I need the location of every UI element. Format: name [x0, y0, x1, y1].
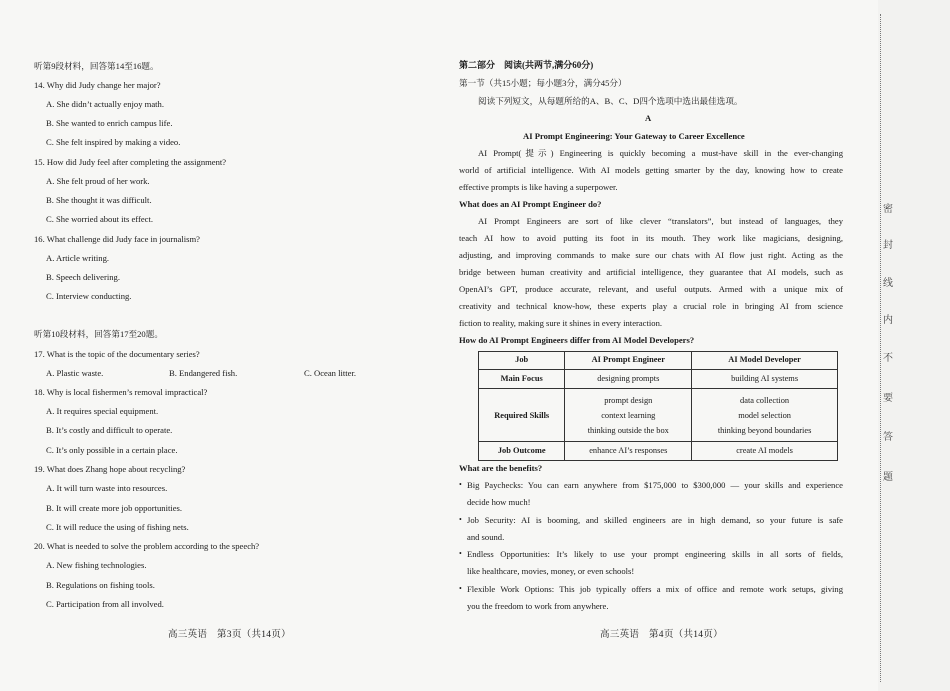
table-cell — [565, 389, 692, 442]
benefit-3-line-1: Endless Opportunities: It’s likely to use your prompt engineering skills in all sorts of fields, — [467, 549, 843, 559]
q14-option-a: A. She didn’t actually enjoy math. — [46, 99, 164, 109]
question-15: 15. How did Judy feel after completing the assignment? — [34, 157, 227, 167]
heading-what-do: What does an AI Prompt Engineer do? — [459, 199, 602, 209]
p1-line-1: AI Prompt(提示) Engineering is quickly becoming a must-have skill in the ever-changing — [478, 148, 843, 158]
section-9-heading: 听第9段材料，回答第14至16题。 — [34, 61, 159, 71]
table-row — [479, 442, 838, 461]
comparison-table — [478, 351, 838, 461]
table-cell: Main Focus — [479, 370, 565, 389]
table-row — [479, 370, 838, 389]
q18-option-b: B. It’s costly and difficult to operate. — [46, 425, 173, 435]
table-row — [479, 389, 838, 442]
q16-option-c: C. Interview conducting. — [46, 291, 132, 301]
question-19: 19. What does Zhang hope about recycling? — [34, 464, 186, 474]
bullet-icon: • — [459, 480, 462, 489]
p1-line-3: effective prompts is like having a superpower. — [459, 182, 618, 192]
bullet-icon: • — [459, 549, 462, 558]
seal-char: 题 — [883, 472, 893, 483]
benefit-1-line-1: Big Paychecks: You can earn anywhere from $175,000 to $300,000 — your skills and experience — [467, 480, 843, 490]
q16-option-b: B. Speech delivering. — [46, 272, 120, 282]
instruction: 阅读下列短文，从每题所给的A、B、C、D四个选项中选出最佳选项。 — [478, 96, 743, 106]
benefit-2-line-2: and sound. — [467, 532, 505, 542]
skill-item: context learning — [601, 410, 656, 420]
page-footer-4: 高三英语 第4页（共14页） — [600, 630, 723, 640]
q15-option-c: C. She worried about its effect. — [46, 214, 153, 224]
p2-line-6: creativity and technical know-how, these experts play a crucial role in bringing AI from science — [459, 301, 843, 311]
p1-line-2: world of artificial intelligence. With AI models getting smarter by the day, knowing how to create — [459, 165, 843, 175]
bullet-icon: • — [459, 584, 462, 593]
q20-option-c: C. Participation from all involved. — [46, 599, 164, 609]
question-14: 14. Why did Judy change her major? — [34, 80, 161, 90]
passage-label: A — [645, 113, 652, 123]
question-18: 18. Why is local fishermen’s removal impractical? — [34, 387, 208, 397]
skill-item: prompt design — [604, 395, 653, 405]
skill-item: thinking beyond boundaries — [717, 425, 812, 435]
page-footer-3: 高三英语 第3页（共14页） — [168, 630, 291, 640]
q20-option-a: A. New fishing technologies. — [46, 560, 147, 570]
p2-line-4: bridge between human creativity and artificial intelligence, they guarantee that AI models, such as — [459, 267, 843, 277]
part-title: 第二部分 阅读(共两节,满分60分) — [459, 60, 594, 70]
left-page — [0, 0, 440, 691]
p2-line-5: OpenAI’s GPT, produce accurate, relevant, and useful outputs. Armed with a unique mix of — [459, 284, 843, 294]
passage-title: AI Prompt Engineering: Your Gateway to Career Excellence — [523, 131, 745, 141]
table-cell: designing prompts — [565, 370, 692, 389]
question-17: 17. What is the topic of the documentary series? — [34, 349, 200, 359]
table-cell: Required Skills — [479, 389, 565, 442]
table-header-row — [479, 352, 838, 370]
table-cell — [692, 389, 838, 442]
table-header: AI Model Developer — [692, 352, 838, 370]
question-20: 20. What is needed to solve the problem according to the speech? — [34, 541, 260, 551]
seal-char: 封 — [883, 240, 893, 251]
seal-char: 密 — [883, 204, 893, 215]
q15-option-a: A. She felt proud of her work. — [46, 176, 150, 186]
skill-item: model selection — [738, 410, 791, 420]
q19-option-c: C. It will reduce the using of fishing nets. — [46, 522, 189, 532]
table-cell: building AI systems — [692, 370, 838, 389]
skill-item: data collection — [740, 395, 790, 405]
q20-option-b: B. Regulations on fishing tools. — [46, 580, 155, 590]
q18-option-a: A. It requires special equipment. — [46, 406, 159, 416]
benefit-2-line-1: Job Security: AI is booming, and skilled engineers are in high demand, so your future is safe — [467, 515, 843, 525]
q15-option-b: B. She thought it was difficult. — [46, 195, 152, 205]
skill-item: thinking outside the box — [587, 425, 669, 435]
q17-option-c: C. Ocean litter. — [304, 368, 357, 378]
table-cell: create AI models — [692, 442, 838, 461]
q17-option-b: B. Endangered fish. — [169, 368, 238, 378]
benefit-1-line-2: decide how much! — [467, 497, 531, 507]
seal-char: 内 — [883, 315, 893, 326]
section-10-heading: 听第10段材料，回答第17至20题。 — [34, 329, 163, 339]
table-cell: Job Outcome — [479, 442, 565, 461]
p2-line-3: adjusting, and improving commands to make sure our chats with AI flow just right. Acting as the — [459, 250, 843, 260]
table-header: AI Prompt Engineer — [565, 352, 692, 370]
q17-option-a: A. Plastic waste. — [46, 368, 104, 378]
q16-option-a: A. Article writing. — [46, 253, 110, 263]
heading-benefits: What are the benefits? — [459, 463, 543, 473]
benefit-3-line-2: like healthcare, movies, money, or even schools! — [467, 566, 635, 576]
binding-margin — [878, 0, 950, 691]
p2-line-1: AI Prompt Engineers are sort of like clever “translators”, but instead of languages, they — [478, 216, 843, 226]
question-16: 16. What challenge did Judy face in journalism? — [34, 234, 200, 244]
p2-line-7: fiction to reality, making sure it shines in every interaction. — [459, 318, 663, 328]
seal-char: 要 — [883, 393, 893, 404]
q18-option-c: C. It’s only possible in a certain place. — [46, 445, 178, 455]
benefit-4-line-1: Flexible Work Options: This job typically offers a mix of office and remote work setups, giving — [467, 584, 843, 594]
benefit-4-line-2: you the freedom to work from anywhere. — [467, 601, 609, 611]
seal-char: 不 — [883, 353, 893, 364]
q19-option-b: B. It will create more job opportunities. — [46, 503, 183, 513]
seal-char: 线 — [883, 278, 893, 289]
bullet-icon: • — [459, 515, 462, 524]
p2-line-2: teach AI how to avoid putting its foot in its mouth. They work like magicians, designing, — [459, 233, 843, 243]
seal-dotted-line — [880, 14, 881, 682]
q14-option-b: B. She wanted to enrich campus life. — [46, 118, 173, 128]
table-header: Job — [479, 352, 565, 370]
q14-option-c: C. She felt inspired by making a video. — [46, 137, 181, 147]
section-1-heading: 第一节（共15小题；每小题3分，满分45分） — [459, 78, 627, 88]
q19-option-a: A. It will turn waste into resources. — [46, 483, 168, 493]
heading-differ: How do AI Prompt Engineers differ from AI Model Developers? — [459, 335, 695, 345]
table-cell: enhance AI’s responses — [565, 442, 692, 461]
seal-char: 答 — [883, 432, 893, 443]
